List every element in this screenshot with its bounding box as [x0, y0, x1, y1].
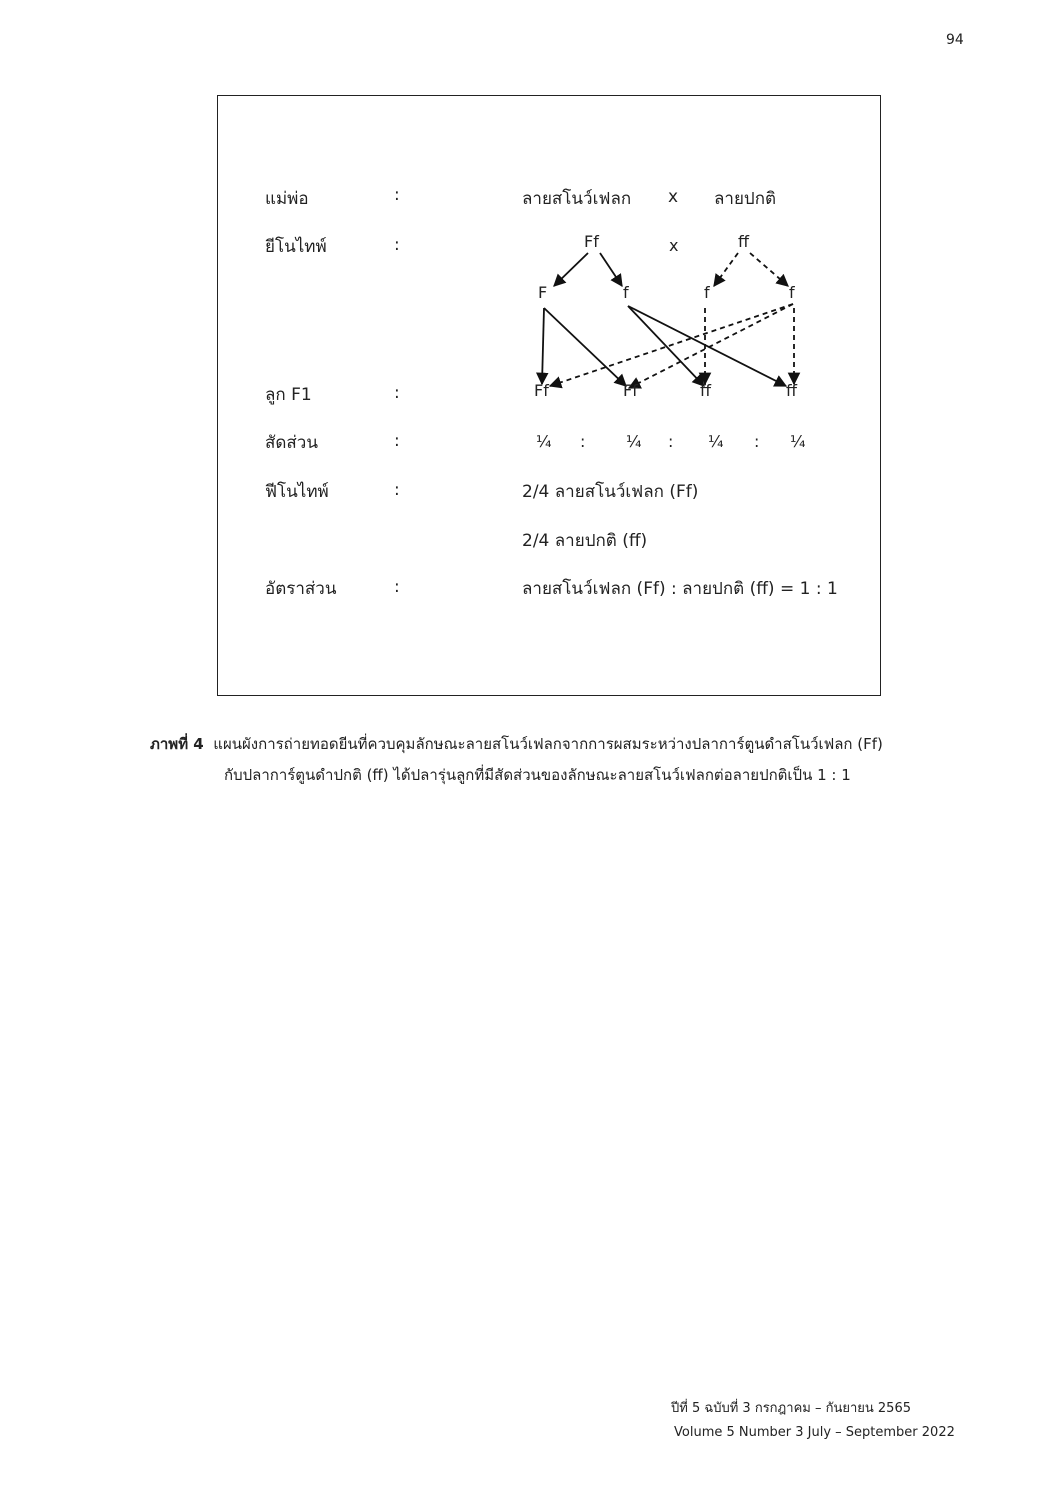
offspring-ff1: ff [700, 381, 712, 400]
ratio-value-1: ¼ [536, 432, 552, 451]
phenotype-label: ฟีโนไทพ์ [265, 482, 329, 502]
offspring-Ff1: Ff [534, 381, 549, 400]
footer-english: Volume 5 Number 3 July – September 2022 [674, 1425, 955, 1440]
arrow-Ff-to-F [554, 253, 588, 286]
gamete-f: f [623, 283, 629, 302]
genotype-Ff: Ff [584, 232, 599, 251]
genotype-ff: ff [738, 232, 750, 251]
figure-caption [150, 729, 980, 784]
offspring-Ff2: Ff [623, 381, 638, 400]
parent-snowflake: ลายสโนว์เฟลก [522, 189, 632, 209]
ratio-label: สัดส่วน [265, 433, 318, 453]
ratio-colon: : [394, 431, 400, 451]
parent-normal: ลายปกติ [714, 189, 777, 209]
proportion-colon: : [394, 577, 400, 597]
arrow-f1-to-Ff1 [550, 304, 793, 386]
ratio-separator-3: : [754, 432, 760, 451]
phenotype-snowflake: 2/4 ลายสโนว์เฟลก (Ff) [522, 482, 699, 502]
arrow-F-to-Ff1 [542, 308, 544, 384]
arrow-ff-to-f2 [750, 253, 788, 286]
arrow-ff-to-f1 [714, 253, 738, 286]
cross-symbol: x [668, 187, 679, 207]
genotype-cross: x [669, 236, 679, 255]
page-number: 94 [946, 32, 964, 48]
f1-label: ลูก F1 [265, 385, 312, 405]
ratio-value-3: ¼ [708, 432, 724, 451]
f1-colon: : [394, 383, 400, 403]
caption-label: ภาพที่ 4 [150, 735, 204, 753]
gamete-f1: f [704, 283, 710, 302]
gamete-F: F [538, 283, 548, 302]
phenotype-normal: 2/4 ลายปกติ (ff) [522, 531, 648, 551]
phenotype-colon: : [394, 480, 400, 500]
proportion-value: ลายสโนว์เฟลก (Ff) : ลายปกติ (ff) = 1 : 1 [522, 579, 838, 599]
gamete-f2: f [789, 283, 795, 302]
ratio-value-4: ¼ [790, 432, 806, 451]
caption-line-2: กับปลาการ์ตูนดำปกติ (ff) ได้ปลารุ่นลูกที่มีสัดส่วนของลักษณะลายสโนว์เฟลกต่อลายปกติเป็น 1 : 1 [224, 766, 851, 784]
arrow-f2-to-Ff2 [629, 304, 793, 388]
parents-label: แม่พ่อ [265, 189, 309, 209]
arrow-f-to-ff1 [628, 306, 704, 386]
parents-colon: : [394, 185, 400, 205]
ratio-separator-1: : [580, 432, 586, 451]
arrow-Ff-to-f [600, 253, 622, 286]
genotype-label: ยีโนไทพ์ [265, 237, 327, 257]
caption-line-1: แผนผังการถ่ายทอดยีนที่ควบคุมลักษณะลายสโนว์เฟลกจากการผสมระหว่างปลาการ์ตูนดำสโนว์เฟลก (Ff) [213, 735, 883, 753]
ratio-value-2: ¼ [626, 432, 642, 451]
footer-thai: ปีที่ 5 ฉบับที่ 3 กรกฎาคม – กันยายน 2565 [671, 1401, 911, 1416]
ratio-separator-2: : [668, 432, 674, 451]
offspring-ff2: ff [786, 381, 798, 400]
genotype-colon: : [394, 235, 400, 255]
inheritance-diagram-figure [217, 95, 881, 696]
arrow-f-to-ff2 [628, 306, 786, 386]
proportion-label: อัตราส่วน [265, 579, 337, 599]
